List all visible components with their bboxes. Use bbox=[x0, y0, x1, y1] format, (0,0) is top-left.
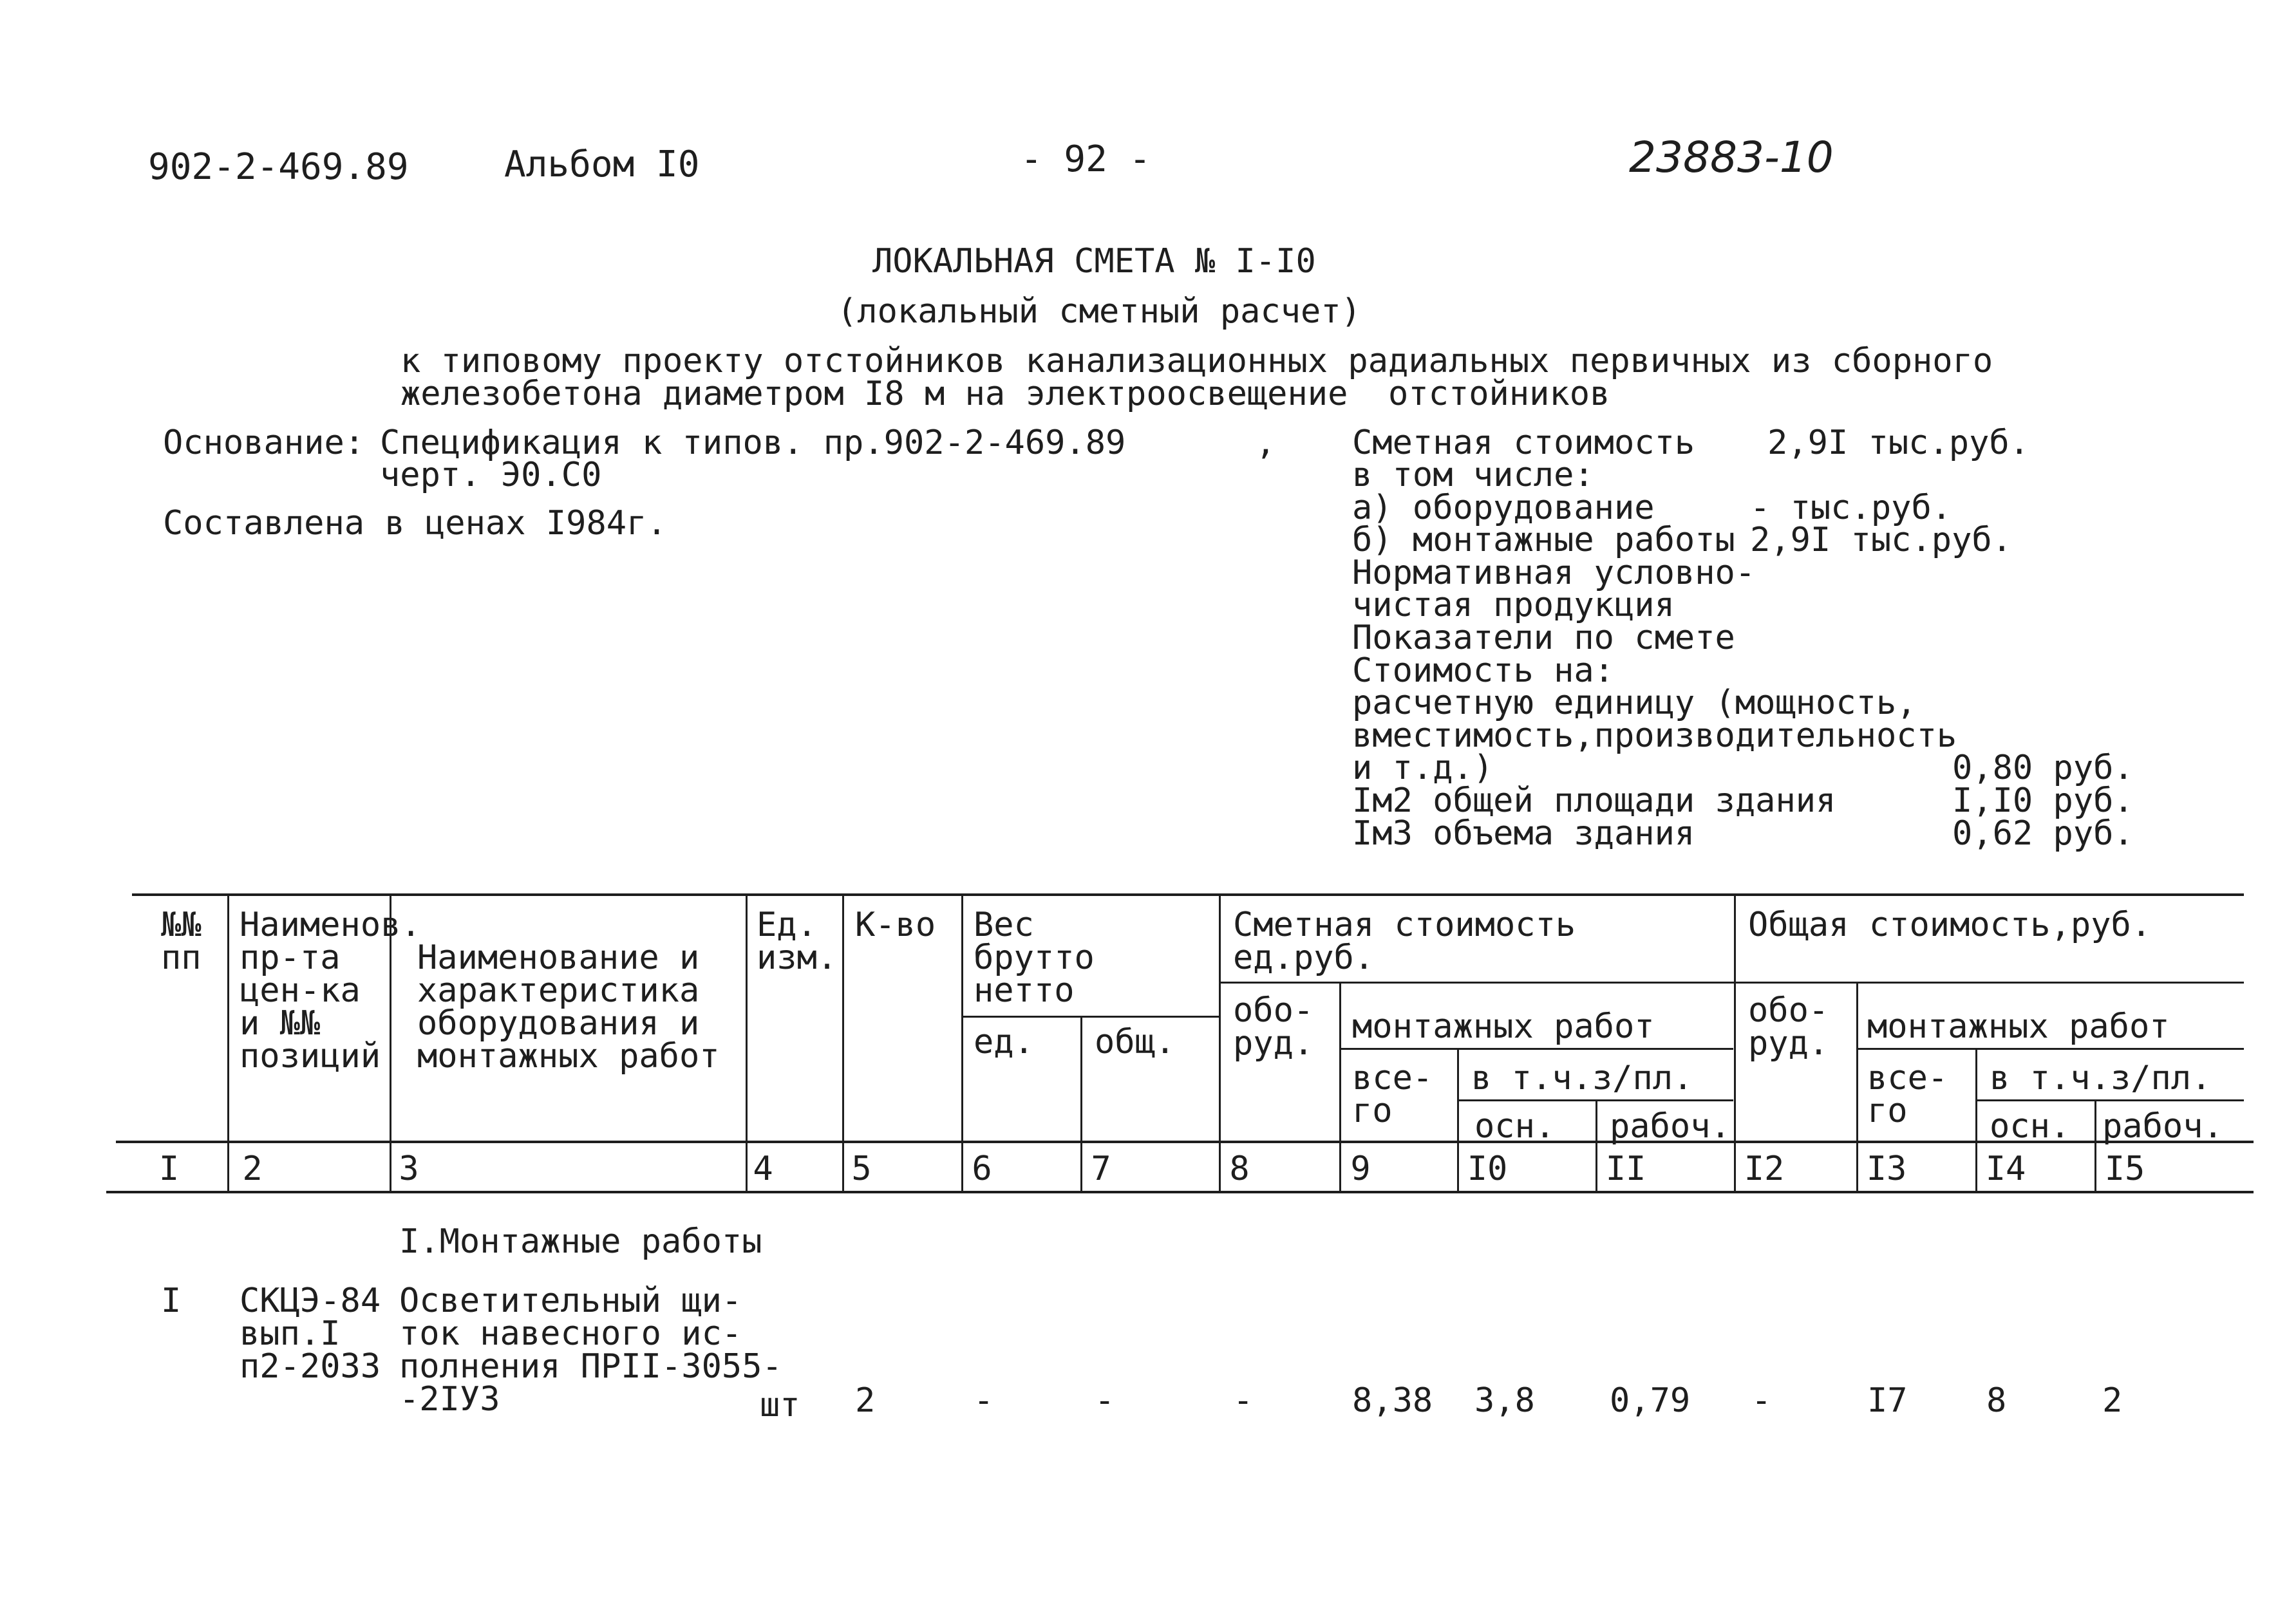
column-number: I2 bbox=[1744, 1150, 1785, 1188]
summary-equipment-value: - тыс.руб. bbox=[1750, 489, 1952, 527]
summary-area-value: I,I0 руб. bbox=[1952, 781, 2134, 820]
column-number: I bbox=[158, 1150, 180, 1188]
col-divider bbox=[1339, 982, 1341, 1193]
header-est-all: все- го bbox=[1352, 1059, 1433, 1130]
header-est-main: осн. bbox=[1474, 1107, 1556, 1146]
summary-unit-value: 0,80 руб. bbox=[1952, 749, 2134, 787]
row-est-mount-work: 0,79 bbox=[1610, 1381, 1691, 1420]
header-weight: Вес брутто нетто bbox=[974, 906, 1095, 1010]
column-number: 5 bbox=[851, 1150, 872, 1188]
column-number: 7 bbox=[1091, 1150, 1111, 1188]
summary-normative-line1: Нормативная условно- bbox=[1352, 554, 1756, 592]
column-number: 9 bbox=[1350, 1150, 1371, 1188]
column-number: I3 bbox=[1866, 1150, 1907, 1188]
project-description-line1: к типовому проекту отстойников канализационных радиальных первичных из сборного bbox=[400, 342, 1993, 380]
col-divider bbox=[1457, 1048, 1459, 1193]
header-estimated-cost: Сметная стоимость ед.руб. bbox=[1233, 906, 1576, 977]
col-divider bbox=[1975, 1048, 1977, 1193]
header-pp: №№ пп bbox=[161, 906, 202, 977]
row-unit: шт bbox=[760, 1386, 800, 1424]
column-number: 6 bbox=[972, 1150, 992, 1188]
col-divider bbox=[1219, 896, 1221, 1193]
row-est-mount-all: 8,38 bbox=[1352, 1381, 1433, 1420]
summary-unit-line2: вместимость,производительность bbox=[1352, 716, 1957, 755]
column-number: I5 bbox=[2104, 1150, 2145, 1188]
row-total-work: 2 bbox=[2102, 1381, 2123, 1420]
header-weight-total: общ. bbox=[1095, 1023, 1176, 1061]
column-number: 8 bbox=[1229, 1150, 1250, 1188]
project-description-line2: железобетона диаметром I8 м на электроосвещение отстойников bbox=[400, 375, 1610, 413]
col-divider bbox=[227, 896, 229, 1193]
total-wage-rule bbox=[1977, 1099, 2244, 1101]
summary-area-label: Iм2 общей площади здания bbox=[1352, 781, 1836, 820]
col-divider bbox=[746, 896, 748, 1193]
col-divider bbox=[1080, 1016, 1082, 1193]
row-total-main: 8 bbox=[1986, 1381, 2007, 1420]
header-price-reference: Наименов. пр-та цен-ка и №№ позиций bbox=[240, 906, 421, 1076]
col-divider bbox=[842, 896, 844, 1193]
estimate-mount-rule bbox=[1341, 1048, 1733, 1050]
summary-indicators: Показатели по смете bbox=[1352, 619, 1735, 657]
summary-equipment-label: а) оборудование bbox=[1352, 489, 1655, 527]
header-weight-unit: ед. bbox=[974, 1023, 1034, 1061]
header-est-equipment: обо- руд. bbox=[1233, 991, 1314, 1063]
col-divider bbox=[1856, 982, 1858, 1193]
header-bottom-rule bbox=[116, 1141, 2254, 1143]
header-item-name: Наименование и характеристика оборудования и монтажных работ bbox=[417, 938, 720, 1076]
row-est-mount-main: 3,8 bbox=[1474, 1381, 1535, 1420]
summary-volume-label: Iм3 объема здания bbox=[1352, 814, 1695, 853]
row-price-reference: СКЦЭ-84 вып.I п2-2033 bbox=[240, 1282, 381, 1386]
header-total-equipment: обо- руд. bbox=[1748, 991, 1829, 1063]
summary-including: в том числе: bbox=[1352, 456, 1594, 494]
price-base: Составлена в ценах I984г. bbox=[163, 504, 667, 543]
inventory-number: 23883-10 bbox=[1629, 133, 1834, 182]
row-est-equipment: - bbox=[1233, 1381, 1254, 1420]
row-item-name: Осветительный щи- ток навесного ис- полнения ПРII-3055- -2IУ3 bbox=[399, 1282, 782, 1419]
header-total-all: все- го bbox=[1867, 1059, 1948, 1130]
row-weight-unit: - bbox=[974, 1381, 994, 1420]
summary-unit-line1: расчетную единицу (мощность, bbox=[1352, 684, 1917, 722]
row-total-equipment: - bbox=[1751, 1381, 1772, 1420]
header-est-work: рабоч. bbox=[1610, 1107, 1731, 1146]
basis-label: Основание: bbox=[163, 424, 365, 462]
row-weight-total: - bbox=[1095, 1381, 1115, 1420]
header-total-work: рабоч. bbox=[2102, 1107, 2223, 1146]
column-number: I0 bbox=[1467, 1150, 1508, 1188]
header-est-mounting: монтажных работ bbox=[1352, 1007, 1655, 1046]
column-number: 3 bbox=[399, 1150, 419, 1188]
row-quantity: 2 bbox=[855, 1381, 876, 1420]
page-number: - 92 - bbox=[1021, 138, 1151, 180]
summary-cost-value: 2,9I тыс.руб. bbox=[1767, 424, 2029, 462]
row-total-all: I7 bbox=[1867, 1381, 1908, 1420]
col-divider bbox=[1596, 1099, 1597, 1193]
header-total-cost: Общая стоимость,руб. bbox=[1748, 906, 2152, 944]
summary-mounting-label: б) монтажные работы bbox=[1352, 521, 1735, 559]
basis-spec: Спецификация к типов. пр.902-2-469.89 bbox=[380, 424, 1126, 462]
header-unit: Ед. изм. bbox=[757, 906, 838, 977]
header-total-wage: в т.ч.з/пл. bbox=[1990, 1059, 2212, 1097]
col-divider bbox=[2094, 1099, 2096, 1193]
header-est-wage: в т.ч.з/пл. bbox=[1471, 1059, 1693, 1097]
column-number: 4 bbox=[753, 1150, 773, 1188]
col-divider bbox=[961, 896, 963, 1193]
cost-subheader-rule bbox=[1220, 982, 2244, 984]
estimate-title: ЛОКАЛЬНАЯ СМЕТА № I-I0 bbox=[872, 242, 1316, 281]
column-number: II bbox=[1605, 1150, 1646, 1188]
summary-unit-line3: и т.д.) bbox=[1352, 749, 1494, 787]
album-label: Альбом I0 bbox=[504, 144, 700, 185]
basis-comma: , bbox=[1256, 424, 1276, 462]
row-pp: I bbox=[161, 1282, 182, 1320]
column-number: I4 bbox=[1985, 1150, 2026, 1188]
col-divider bbox=[1734, 896, 1736, 1193]
document-code: 902-2-469.89 bbox=[148, 146, 409, 188]
table-top-rule bbox=[132, 893, 2244, 896]
header-total-mounting: монтажных работ bbox=[1867, 1007, 2170, 1046]
section-title: I.Монтажные работы bbox=[399, 1222, 762, 1261]
summary-cost-on: Стоимость на: bbox=[1352, 651, 1614, 690]
column-number-rule bbox=[106, 1191, 2254, 1193]
estimate-subtitle: (локальный сметный расчет) bbox=[837, 292, 1361, 331]
weight-subheader-rule bbox=[963, 1016, 1219, 1018]
header-quantity: К-во bbox=[855, 906, 936, 944]
header-total-main: осн. bbox=[1990, 1107, 2071, 1146]
basis-drawing: черт. Э0.С0 bbox=[380, 456, 602, 494]
summary-volume-value: 0,62 руб. bbox=[1952, 814, 2134, 853]
summary-cost-label: Сметная стоимость bbox=[1352, 424, 1695, 462]
column-number: 2 bbox=[242, 1150, 263, 1188]
summary-mounting-value: 2,9I тыс.руб. bbox=[1750, 521, 2012, 559]
summary-normative-line2: чистая продукция bbox=[1352, 586, 1675, 624]
total-mount-rule bbox=[1858, 1048, 2244, 1050]
